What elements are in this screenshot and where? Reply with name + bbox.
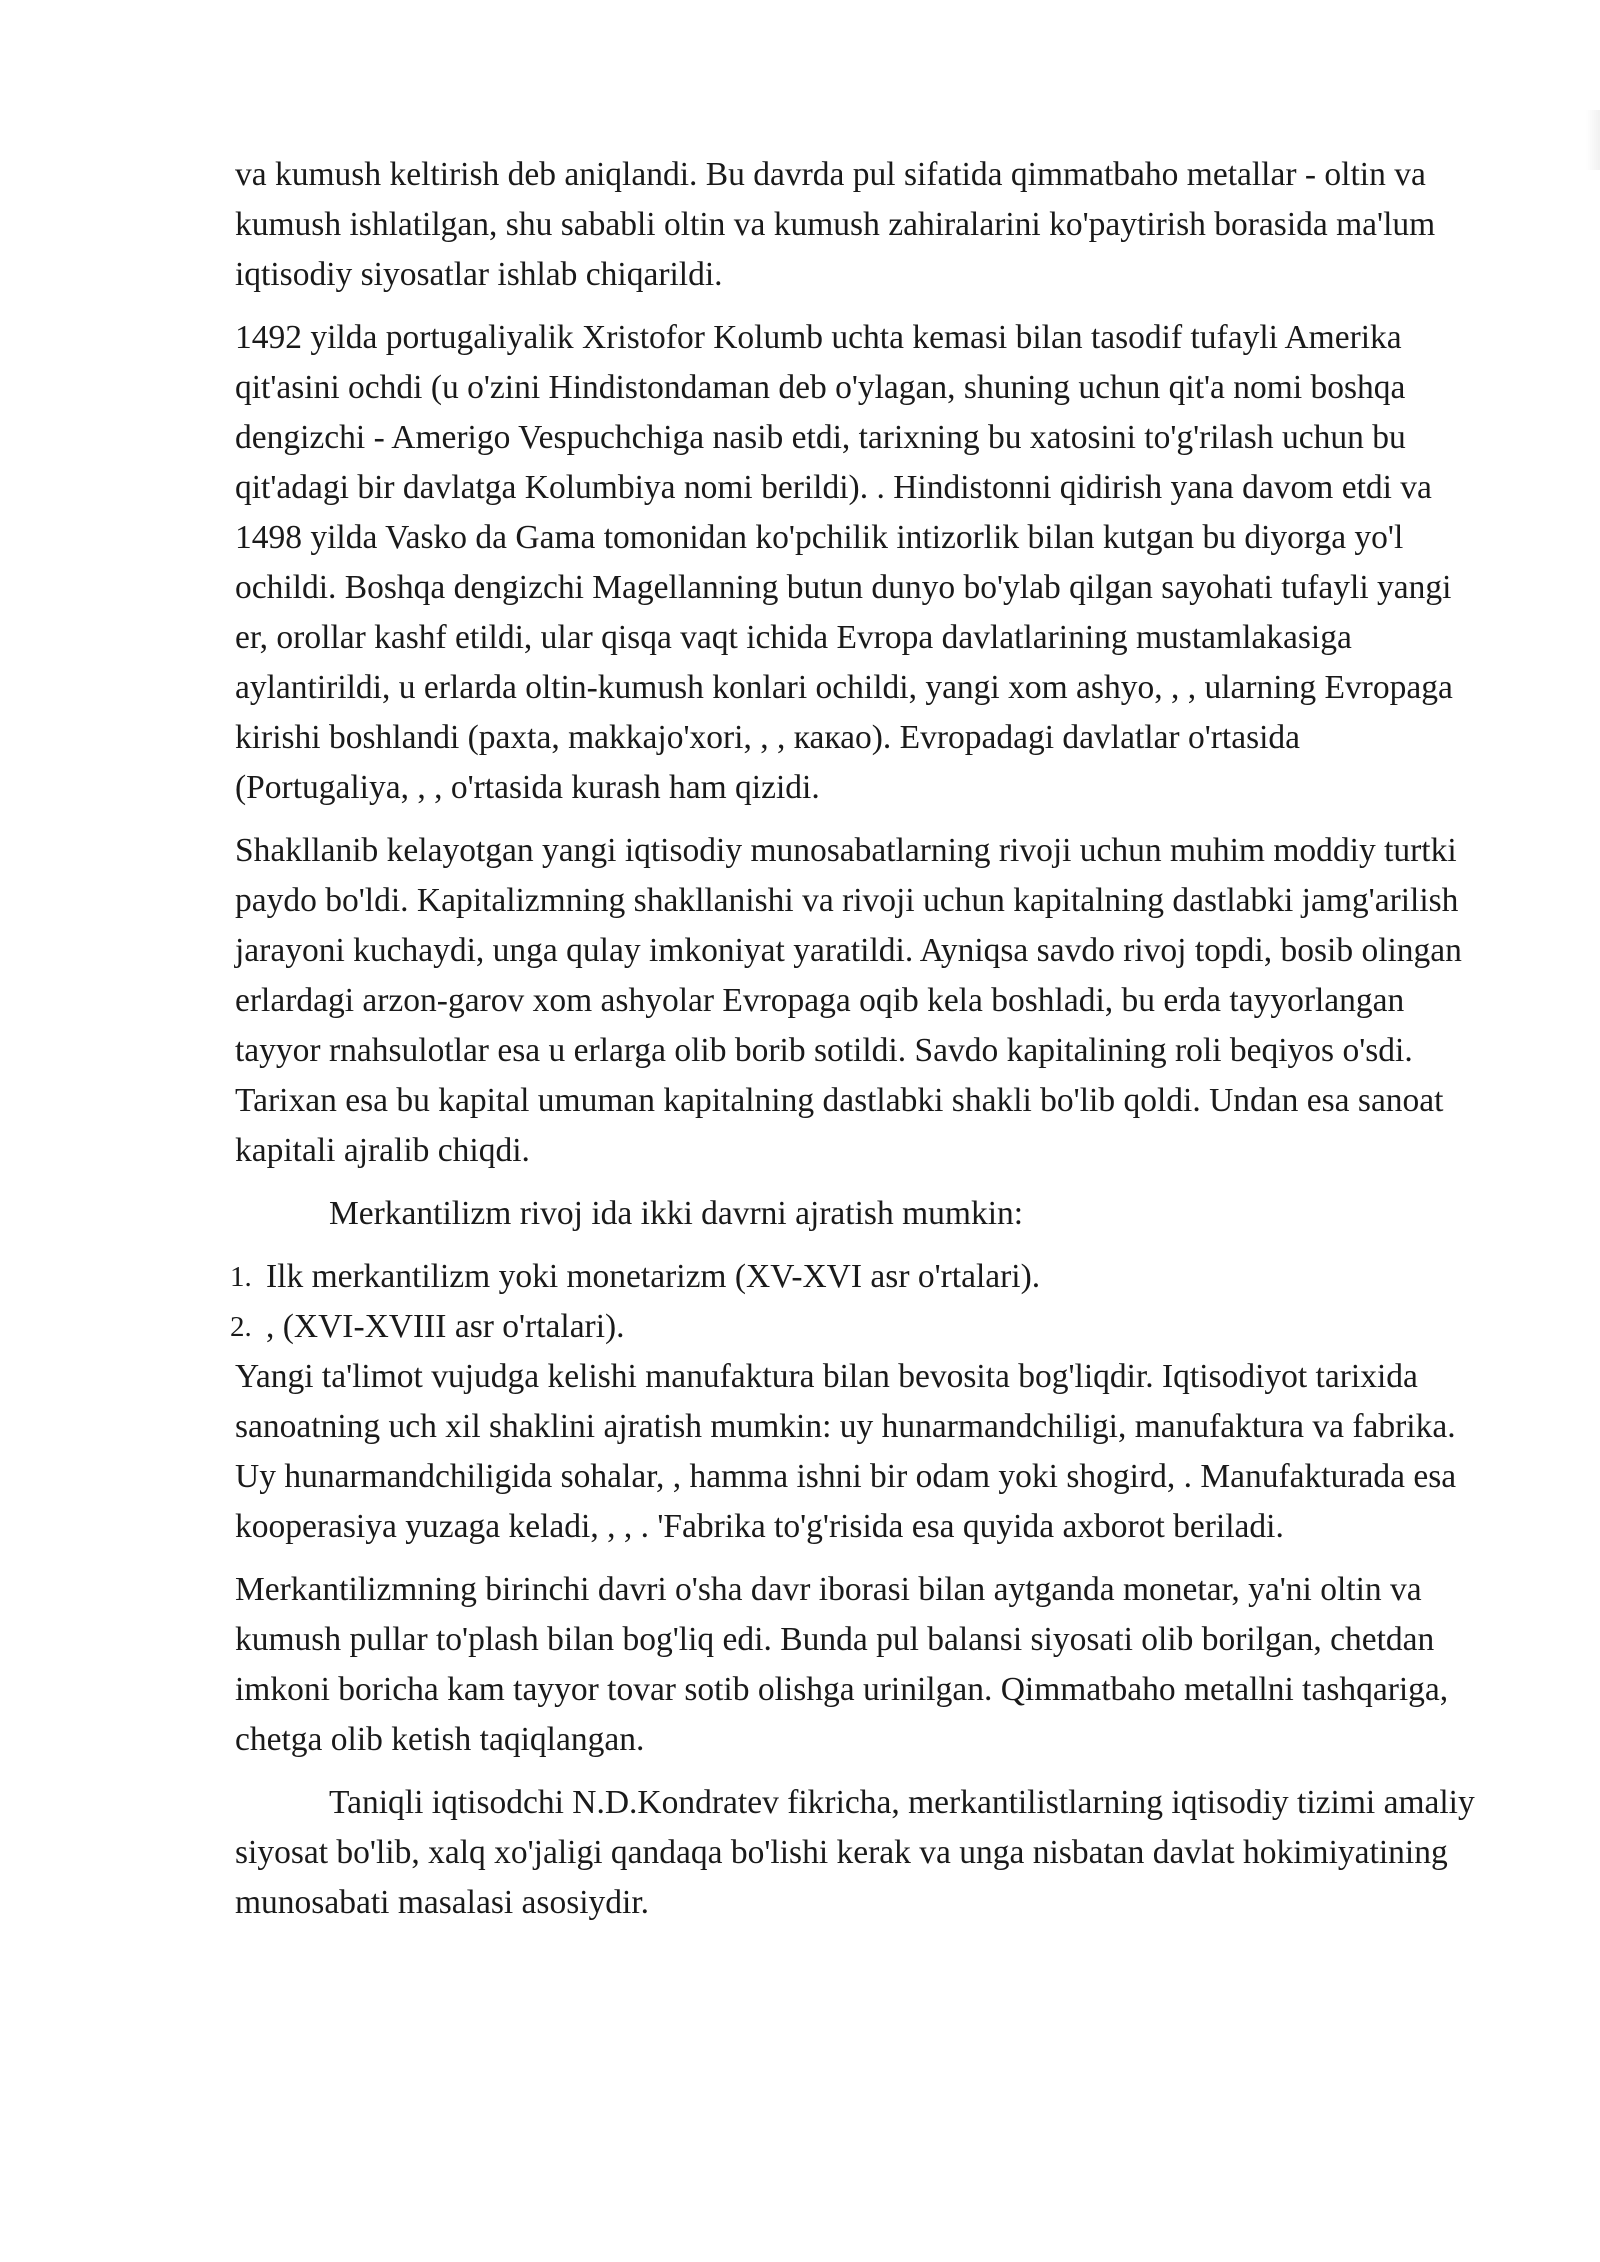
paragraph-5: Merkantilizmning birinchi davri o'sha davr iborasi bilan aytganda monetar, ya'ni oltin va kumush pullar to'plash bilan bog'liq edi. Bunda pul balansi siyosati olib borilgan, chetdan imkoni boricha kam tayyor tovar sotib olishga urinilgan. Qimmatbaho metallni tashqariga, chetga olib ketish taqiqlangan. [235, 1571, 1449, 1758]
list-intro: Merkantilizm rivoj ida ikki davrni ajratish mumkin: [329, 1195, 1024, 1232]
list-item [230, 1302, 1475, 1352]
paragraph-2: 1492 yilda portugaliyalik Xristofor Kolumb uchta kemasi bilan tasodif tufayli Amerika qit'asini ochdi (u o'zini Hindistondaman deb o'ylagan, shuning uchun qit'a nomi boshqa dengizchi - Amerigo Vespuchchiga nasib etdi, tarixning bu xatosini to'g'rilash uchun bu qit'adagi bir davlatga Kolumbiya nomi berildi). . Hindistonni qidirish yana davom etdi va 1498 yilda Vasko da Gama tomonidan ko'pchilik intizorlik bilan kutgan bu diyorga yo'l ochildi. Boshqa dengizchi Magellanning butun dunyo bo'ylab qilgan sayohati tufayli yangi er, orollar kashf etildi, ular qisqa vaqt ichida Evropa davlatlarining mustamlakasiga aylantirildi, u erlarda oltin-kumush konlari ochildi, yangi xom ashyo, , , ularning Evropaga kirishi boshlandi (paxta, makkajo'xori, , , какао). Evropadagi davlatlar o'rtasida (Portugaliya, , , o'rtasida kurash ham qizidi. [235, 319, 1453, 806]
paragraph-3: Shakllanib kelayotgan yangi iqtisodiy munosabatlarning rivoji uchun muhim moddiy turtki paydo bo'ldi. Kapitalizmning shakllanishi va rivoji uchun kapitalning dastlabki jamg'arilish jarayoni kuchaydi, unga qulay imkoniyat yaratildi. Ayniqsa savdo rivoj topdi, bosib olingan erlardagi arzon-garov xom ashyolar Evropaga oqib kela boshladi, bu erda tayyorlangan tayyor rnahsulotlar esa u erlarga olib borib sotildi. Savdo kapitalining roli beqiyos o'sdi. Tarixan esa bu kapital umuman kapitalning dastlabki shakli bo'lib qoldi. Undan esa sanoat kapitali ajralib chiqdi. [235, 832, 1462, 1169]
paragraph-4: Yangi ta'limot vujudga kelishi manufaktura bilan bevosita bog'liqdir. Iqtisodiyot tarixida sanoatning uch xil shaklini ajratish mumkin: uy hunarmandchiligi, manufaktura va fabrika. Uy hunarmandchiligida sohalar, , hamma ishni bir odam yoki shogird, . Manufakturada esa kooperasiya yuzaga keladi, , , . 'Fabrika to'g'risida esa quyida axborot beriladi. [235, 1358, 1457, 1545]
list-item-text: Ilk merkantilizm yoki monetarizm (XV-XVI asr o'rtalari). [266, 1258, 1041, 1295]
list-number: 2. [230, 1311, 252, 1343]
paragraph-1: va kumush keltirish deb aniqlandi. Bu davrda pul sifatida qimmatbaho metallar - oltin va kumush ishlatilgan, shu sababli oltin va kumush zahiralarini ko'paytirish borasida ma'lum iqtisodiy siyosatlar ishlab chiqarildi. [235, 156, 1436, 293]
numbered-list [230, 1252, 1475, 1352]
page-edge-shadow [1586, 110, 1600, 170]
list-number: 1. [230, 1261, 252, 1293]
closing-paragraph: Taniqli iqtisodchi N.D.Kondratev fikricha, merkantilistlarning iqtisodiy tizimi amaliy siyosat bo'lib, xalq xo'jaligi qandaqa bo'lishi kerak va unga nisbatan davlat hokimiyatining munosabati masalasi asosiydir. [235, 1784, 1475, 1921]
document-page [230, 150, 1475, 1941]
list-item [230, 1252, 1475, 1302]
list-item-text: , (XVI-XVIII asr o'rtalari). [266, 1308, 625, 1345]
